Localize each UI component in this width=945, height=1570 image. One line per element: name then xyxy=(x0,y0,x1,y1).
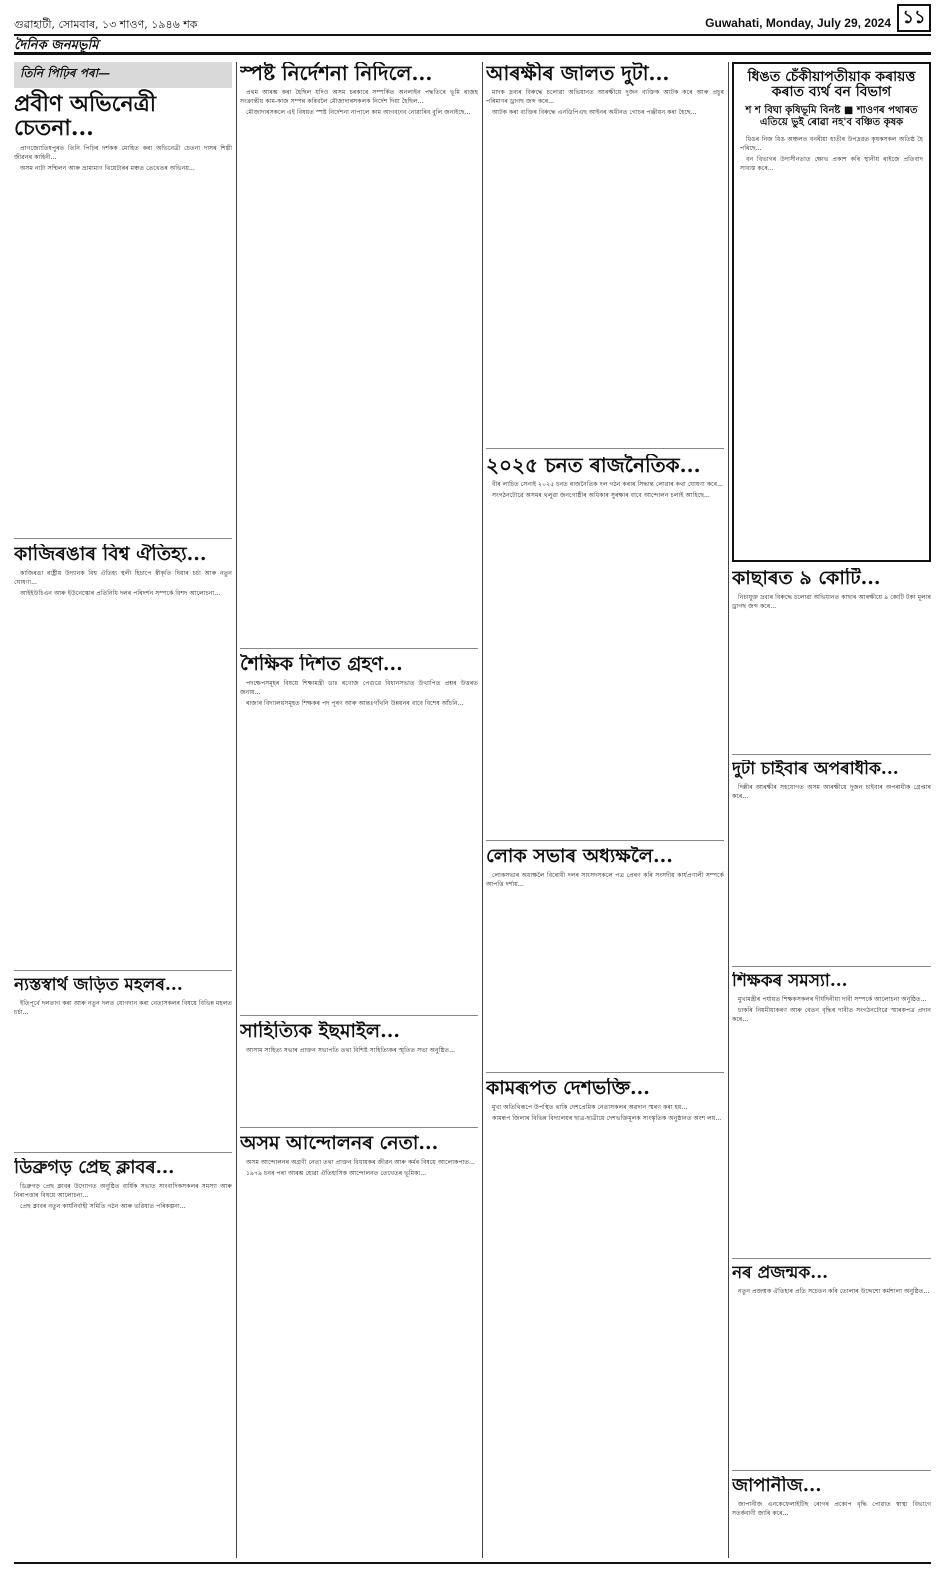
article-headline: লোক সভাৰ অধ্যক্ষলৈ... xyxy=(486,846,673,867)
article-headline: ২০২৫ চনত ৰাজনৈতিক... xyxy=(486,454,701,477)
article-dhing-forest-dept xyxy=(732,62,931,562)
article-kamrup-patriotism xyxy=(486,1078,724,1558)
article-separator xyxy=(486,448,724,449)
article-headline: জাপানীজ... xyxy=(732,1476,822,1496)
masthead-rule-bottom xyxy=(14,52,931,55)
article-headline: কামৰূপত দেশভক্তি... xyxy=(486,1078,650,1099)
article-body: ইতিপূৰ্বে দলতাগ কৰা আৰু নতুন দলত যোগদান কৰা নেতাসকলৰ বিষয়ে বিভিন্ন মহলত চৰ্চা... xyxy=(14,999,232,1016)
article-body: নিচাযুক্ত দ্ৰব্যৰ বিৰুদ্ধে চলোৱা অভিযানত কাছাৰ আৰক্ষীয়ে ৯ কোটি টকা মূল্যৰ ড্ৰাগছ জব্দ কৰে... xyxy=(732,593,931,610)
masthead-rule xyxy=(14,34,931,36)
article-cachar-9-crore xyxy=(732,568,931,748)
article-separator xyxy=(14,970,232,971)
article-kicker: তিনি পিঢ়িৰ পৰা— xyxy=(14,62,232,88)
article-body: প্ৰথম আৰম্ভ কৰা হৈছিল যদিও অসম চৰকাৰে সম্পৰ্কিত অনলাইন পদ্ধতিৰে ভূমি ৰাজহ সংক্ৰান্তীয় কাম-কাজ সম্পন্ন কৰিবলৈ মৌজাদাৰসকলক নিৰ্দেশ দিয়া হৈছিল... মৌজাদাৰসকলে এই বিষয়ত স্পষ্ট নিৰ্দেশনা নাপালে কাম আগবঢ়াব নোৱাৰিব বুলি জনাইছে... xyxy=(240,89,478,116)
article-separator xyxy=(732,966,931,967)
article-litterateur xyxy=(240,1021,478,1121)
article-headline: সাহিত্যিক ইছমাইল... xyxy=(240,1021,400,1042)
local-date: গুৱাহাটী, সোমবাৰ, ১৩ শাওণ, ১৯৪৬ শক xyxy=(14,18,198,31)
article-separator xyxy=(486,1072,724,1073)
article-body: বীৰ লাচিত সেনাই ২০২৫ চনত ৰাজনৈতিক দল গঠন কৰাৰ সিদ্ধান্ত লোৱাৰ কথা ঘোষণা কৰে... সংগঠনটোৱে অসমৰ থলুৱা জনগোষ্ঠীৰ অধিকাৰ সুৰক্ষাৰ বাবে আন্দোলন চলাই আহিছে... xyxy=(492,481,724,499)
article-separator xyxy=(732,1258,931,1259)
article-teacher-problems xyxy=(732,972,931,1252)
article-headline: কাজিৰঙাৰ বিশ্ব ঐতিহ্য... xyxy=(14,544,207,565)
article-body: মুখ্য অতিথিৰূপে উপস্থিত থাকি দেশপ্ৰেমিক নেতাসকলৰ অৱদান স্মৰণ কৰা হয়... কামৰূপ জিলাৰ বিভিন্ন বিদ্যালয়ৰ ছাত্ৰ-ছাত্ৰীয়ে দেশভক্তিমূলক সাংস্কৃতিক অনুষ্ঠানত অংশ লয়... xyxy=(492,1103,722,1122)
article-education xyxy=(240,654,478,1009)
article-separator xyxy=(240,648,478,649)
article-body: মুখ্যমন্ত্ৰীৰ পৰ্যায়ত শিক্ষকসকলৰ দীৰ্ঘদিনীয়া দাবী সম্পৰ্কে আলোচনা অনুষ্ঠিত... চাকৰি নিয়মীয়াকৰণ আৰু বেতন বৃদ্ধিৰ দাবীত সংগঠনটোৱে স্মাৰকপত্ৰ প্ৰদান কৰে... xyxy=(732,995,931,1023)
article-separator xyxy=(240,1015,478,1016)
article-vested-interest xyxy=(14,976,232,1146)
column-2 xyxy=(240,62,478,1558)
article-headline: ধিঙত চেঁকীয়াপতীয়াক কৰায়ত্ত কৰাত ব্যৰ্থ বন বিভাগ xyxy=(747,69,916,101)
article-political-2025 xyxy=(486,454,724,834)
article-body: জাপানীজ এনকেফেলাইটিছ ৰোগৰ প্ৰকোপ বৃদ্ধি পোৱাত স্বাস্থ্য বিভাগে সতৰ্কবাণী জাৰি কৰে... xyxy=(732,1500,931,1517)
article-separator xyxy=(14,538,232,539)
article-kaziranga xyxy=(14,544,232,964)
article-headline: প্ৰবীণ অভিনেত্ৰী চেতনা... xyxy=(14,91,157,142)
article-clear-direction xyxy=(240,62,478,642)
column-4 xyxy=(732,62,931,1558)
article-headline: দুটা চাইবাৰ অপৰাধীক... xyxy=(732,760,899,779)
article-body: লোকসভাৰ অধ্যক্ষলৈ বিৰোধী দলৰ সাংসদসকলে পত্ৰ প্ৰেৰণ কৰি সংসদীয় কাৰ্যপ্ৰণালী সম্পৰ্কে আপত্তি দৰ্শায়... xyxy=(486,871,724,888)
article-subheadline: শ শ বিঘা কৃষিভূমি বিনষ্ট ■ শাওণৰ পথাৰত এতিয়ে ভুই ৰোৱা নহ'ব বঞ্চিত কৃষক xyxy=(745,104,918,129)
column-divider xyxy=(728,62,729,1558)
article-body: কাজিৰঙা ৰাষ্ট্ৰীয় উদ্যানক বিশ্ব ঐতিহ্য স্থলী হিচাপে স্বীকৃতি দিয়াৰ চৰ্চা আৰু নতুন ঘোষণা... আইইউচিএন আৰু ইউনেস্কোৰ প্ৰতিনিধি দলৰ পৰিদৰ্শন সম্পৰ্কে বিশদ আলোচনা... xyxy=(14,569,232,597)
article-headline: আৰক্ষীৰ জালত দুটা... xyxy=(486,62,670,85)
article-body: পদক্ষেপসমূহৰ বিষয়ে শিক্ষামন্ত্ৰী ডাঃ ৰণোজ পেগুৱে বিধানসভাত উত্থাপিত প্ৰশ্নৰ উত্তৰত জনায়... ৰাজ্যৰ বিদ্যালয়সমূহত শিক্ষকৰ পদ পূৰণ আৰু আন্তঃগাঁথনি উন্নয়নৰ বাবে বিশেষ আঁচনি... xyxy=(240,679,478,707)
column-1 xyxy=(14,62,232,1558)
article-separator xyxy=(732,754,931,755)
article-japanese-encephalitis xyxy=(732,1476,931,1558)
article-headline: নৰ প্ৰজন্মক... xyxy=(732,1264,829,1283)
column-3 xyxy=(486,62,724,1558)
english-date: Guwahati, Monday, July 29, 2024 xyxy=(705,16,891,30)
article-headline: ন্যস্তস্বাৰ্থ জড়িত মহলৰ... xyxy=(14,976,183,995)
article-headline: ডিব্ৰুগড় প্ৰেছ ক্লাবৰ... xyxy=(14,1158,175,1178)
article-dibrugarh-press-club xyxy=(14,1158,232,1538)
article-body: দিল্লীৰ আৰক্ষীৰ সহযোগত অসম আৰক্ষীয়ে দুজন চাইবাৰ অপৰাধীক গ্ৰেপ্তাৰ কৰে... xyxy=(732,783,931,800)
article-headline: স্পষ্ট নিৰ্দেশনা নিদিলে... xyxy=(240,62,433,85)
article-body: ধিঙৰ নিজ ধিঙ অঞ্চলত বনৰীয়া হাতীৰ উপদ্ৰৱত কৃষকসকল অতিষ্ঠ হৈ পৰিছে... বন বিভাগৰ উদাসীনতাত ক্ষোভ প্ৰকাশ কৰি স্থানীয় ৰাইজে প্ৰতিবাদ সাব্যস্ত কৰে... xyxy=(740,135,923,172)
article-assam-movement-leader xyxy=(240,1133,478,1553)
article-headline: কাছাৰত ৯ কোটি... xyxy=(732,568,881,589)
article-separator xyxy=(486,840,724,841)
article-headline: অসম আন্দোলনৰ নেতা... xyxy=(240,1133,439,1154)
article-body: ডিব্ৰুগড় প্ৰেছ ক্লাবৰ উদ্যোগত অনুষ্ঠিত বাৰ্ষিক সভাত সাংবাদিকসকলৰ সমস্যা আৰু নিৰাপত্তাৰ বিষয়ে আলোচনা... প্ৰেছ ক্লাবৰ নতুন কাৰ্যনিৰ্বাহী সমিতি গঠন আৰু ভৱিষ্যত পৰিকল্পনা... xyxy=(14,1182,232,1210)
column-divider xyxy=(236,62,237,1558)
article-headline: শৈক্ষিক দিশত গ্ৰহণ... xyxy=(240,654,403,675)
masthead xyxy=(14,2,931,52)
article-police-net xyxy=(486,62,724,442)
article-cyber-criminals xyxy=(732,760,931,960)
article-body: অসম আন্দোলনৰ অগ্ৰণী নেতা তথা প্ৰাক্তন বিধায়কৰ জীৱন আৰু কৰ্মৰ বিষয়ে আলোকপাত... ১৯৭৯ চনৰ পৰা আৰম্ভ হোৱা ঐতিহাসিক আন্দোলনত তেখেতৰ ভূমিকা... xyxy=(246,1158,475,1177)
article-new-generation xyxy=(732,1264,931,1464)
article-body: মাদক দ্ৰব্যৰ বিৰুদ্ধে চলোৱা অভিযানত আৰক্ষীয়ে দুজন ব্যক্তিক আটক কৰে আৰু প্ৰচুৰ পৰিমাণৰ ড্ৰাগছ জব্দ কৰে... আটক কৰা ব্যক্তিৰ বিৰুদ্ধে এনডিপিএছ আইনৰ অধীনত গোচৰ পঞ্জীয়ন কৰা হৈছে... xyxy=(486,89,724,116)
article-headline: শিক্ষকৰ সমস্যা... xyxy=(732,972,848,991)
article-veteran-actress xyxy=(14,62,232,532)
article-body: নতুন প্ৰজন্মক ঐতিহ্যৰ প্ৰতি সচেতন কৰি তোলাৰ উদ্দেশ্যে কৰ্মশালা অনুষ্ঠিত... xyxy=(738,1287,930,1295)
article-lok-sabha-speaker xyxy=(486,846,724,1066)
page-number: ১১ xyxy=(897,4,931,32)
article-separator xyxy=(14,1152,232,1153)
footer-rule xyxy=(14,1562,931,1564)
column-divider xyxy=(482,62,483,1558)
article-body: প্ৰাগজ্যোতিষপুৰত তিনি পিঢ়িৰ দৰ্শকক মোহিত কৰা অভিনেত্ৰী চেতনা দাসৰ শিল্পী জীৱনৰ কাহিনী... অসম নাট্য সন্মিলন আৰু ভ্ৰাম্যমাণ থিয়েটাৰৰ মঞ্চত তেখেতৰ অভিনয়... xyxy=(14,145,232,173)
article-separator xyxy=(240,1127,478,1128)
article-separator xyxy=(732,1470,931,1471)
newspaper-brand: দৈনিক জনমভূমি xyxy=(14,38,99,53)
article-body: আসাম সাহিত্য সভাৰ প্ৰাক্তন সভাপতি তথা বিশিষ্ট সাহিত্যিকৰ স্মৃতিত সভা অনুষ্ঠিত... xyxy=(246,1046,456,1054)
